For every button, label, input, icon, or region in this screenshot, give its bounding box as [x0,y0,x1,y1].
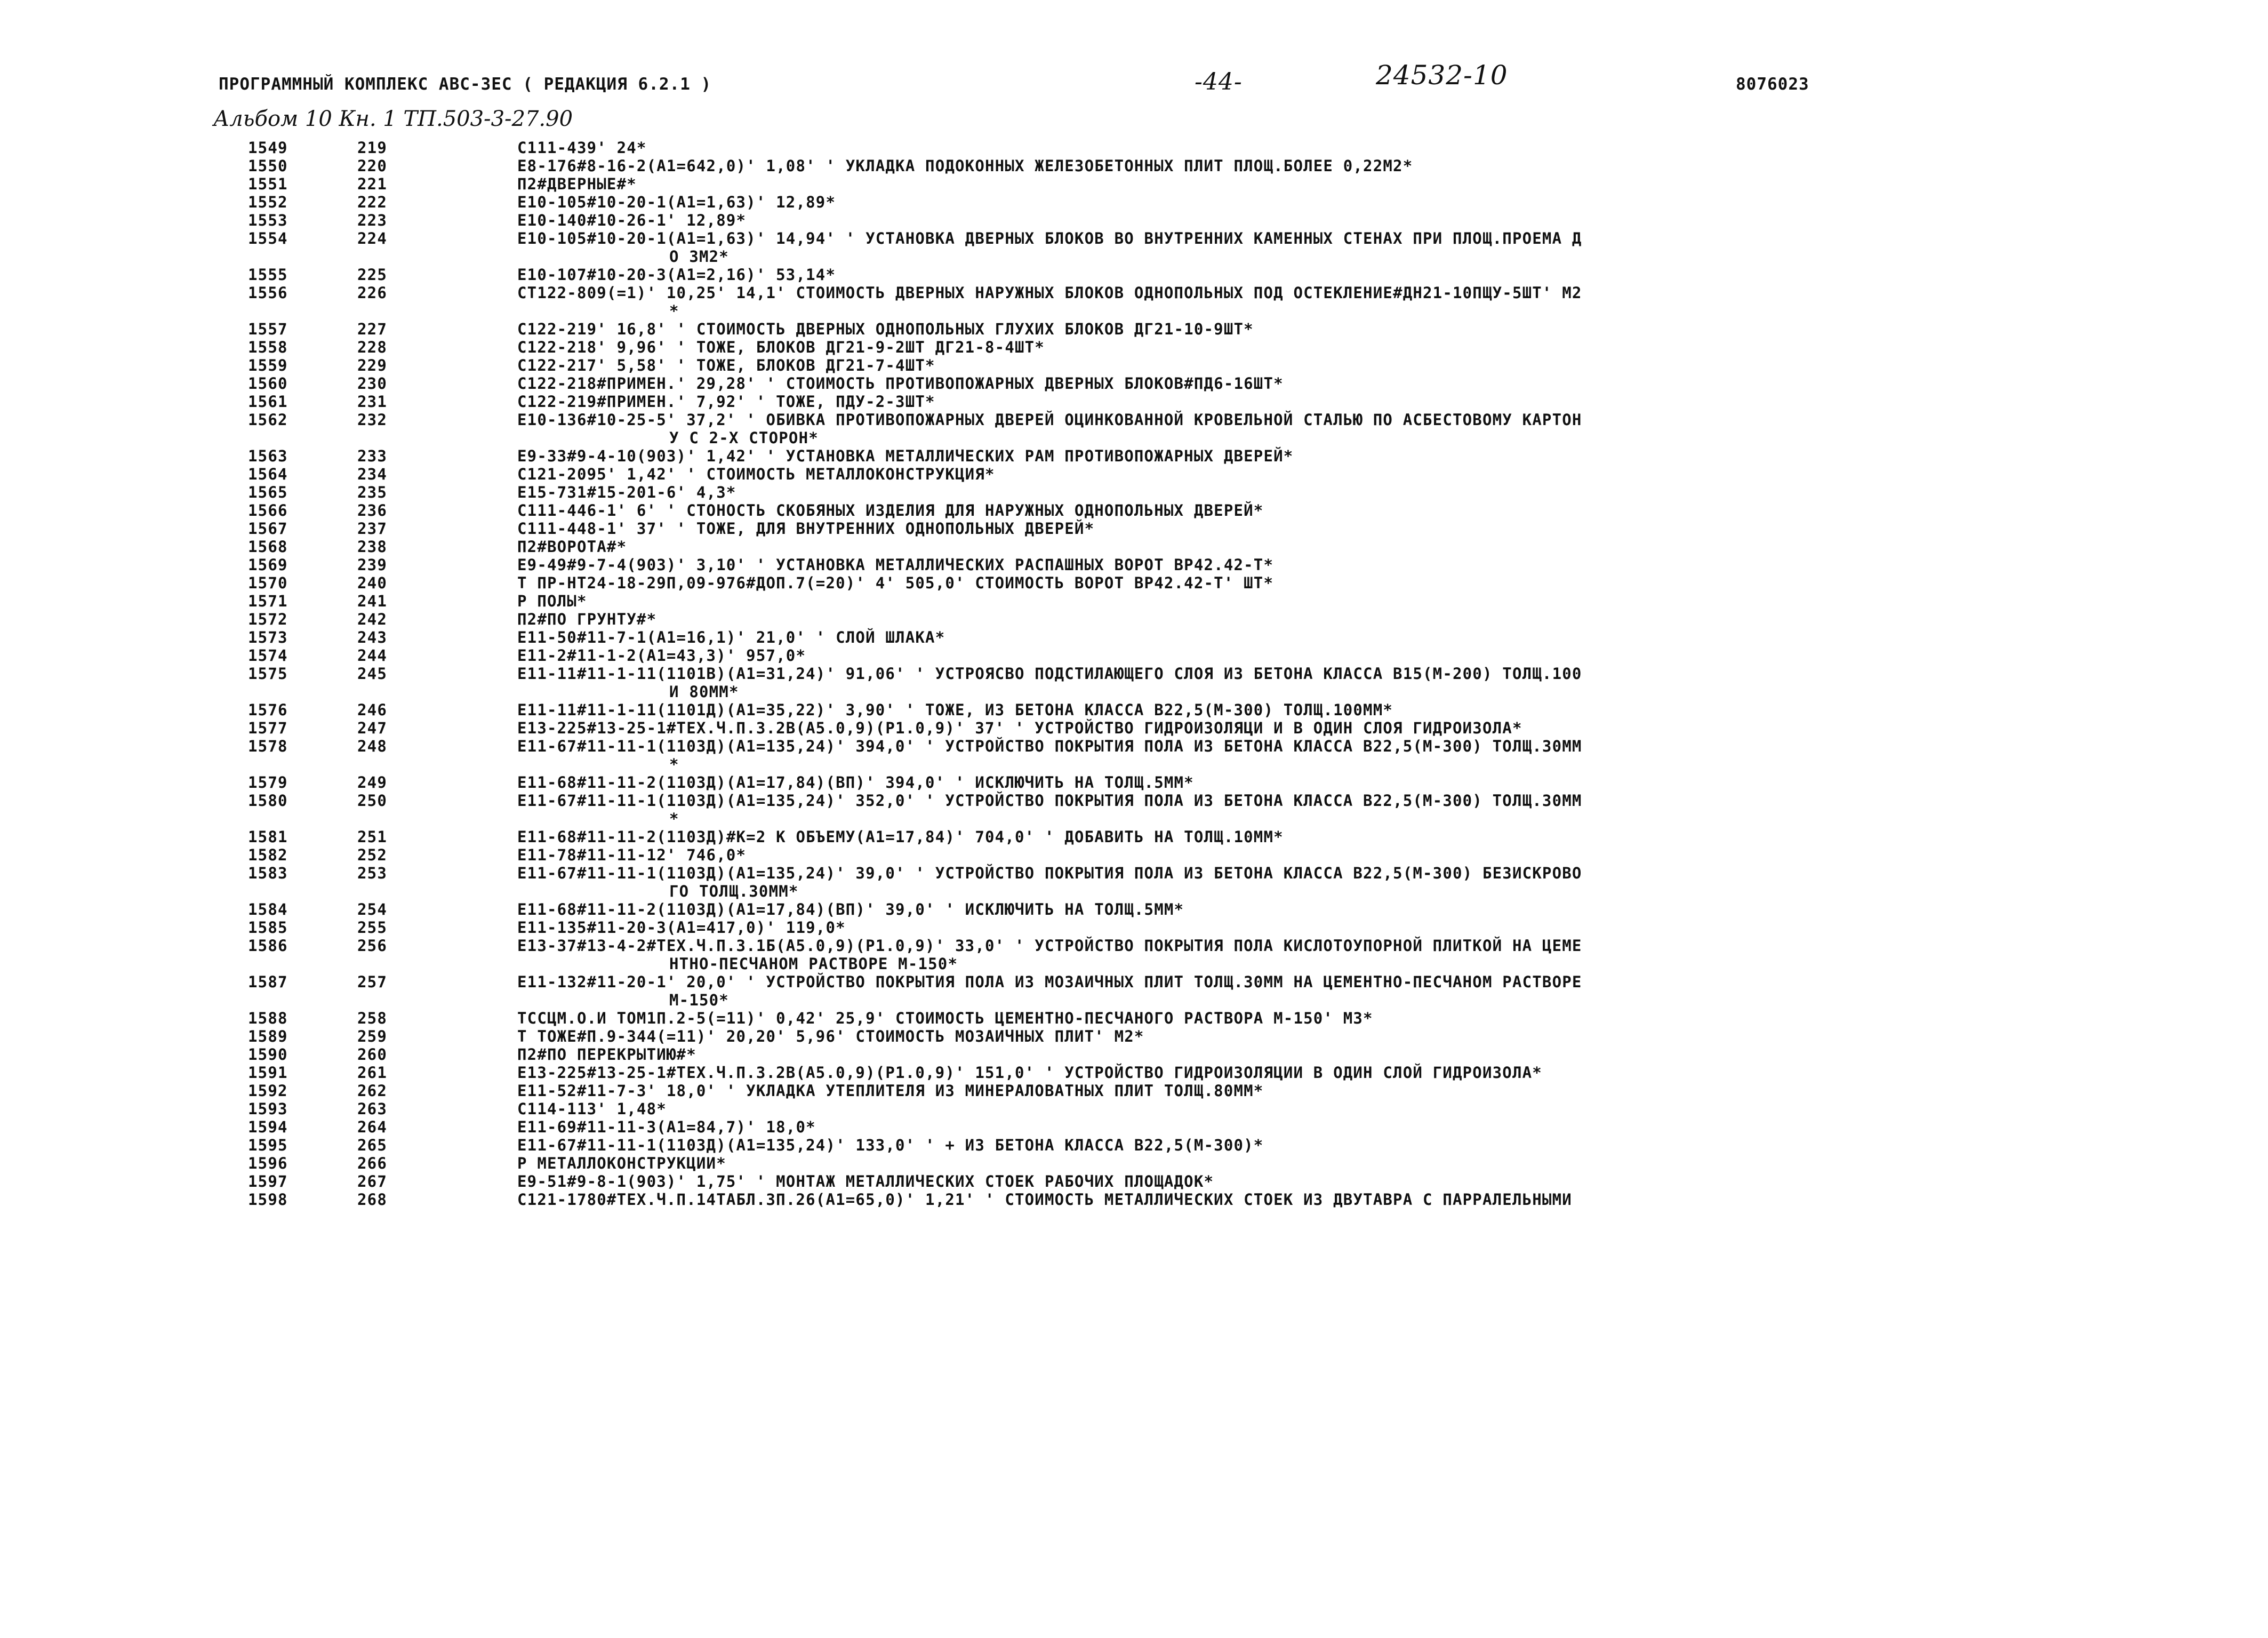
row-sequence-number: 1549 [248,139,288,157]
row-item-number: 247 [357,719,387,737]
row-entry-text: С122-218' 9,96' ' ТОЖЕ, БЛОКОВ ДГ21-9-2ШТ ДГ21-8-4ШТ* [517,338,1045,356]
handwritten-document-number: 24532-10 [1376,60,1508,91]
listing-row [0,937,2268,973]
row-entry-text: СТ122-809(=1)' 10,25' 14,1' СТОИМОСТЬ ДВЕРНЫХ НАРУЖНЫХ БЛОКОВ ОДНОПОЛЬНЫХ ПОД ОСТЕКЛЕНИЕ#ДН21-10ПЩУ-5ШТ' М2 [517,284,1582,302]
row-continuation-text: НТНО-ПЕСЧАНОМ РАСТВОРЕ М-150* [669,955,958,973]
row-item-number: 246 [357,701,387,719]
row-sequence-number: 1559 [248,356,288,374]
row-item-number: 258 [357,1009,387,1027]
row-item-number: 221 [357,175,387,193]
listing-row [0,411,2268,447]
listing-row [0,1100,2268,1118]
row-item-number: 244 [357,646,387,665]
listing-row [0,610,2268,628]
row-sequence-number: 1561 [248,393,288,411]
row-item-number: 231 [357,393,387,411]
listing-row [0,737,2268,773]
row-entry-text: С111-439' 24* [517,139,647,157]
row-sequence-number: 1590 [248,1045,288,1064]
row-continuation-text: У С 2-Х СТОРОН* [669,429,819,447]
row-item-number: 229 [357,356,387,374]
row-entry-text: Е11-78#11-11-12' 746,0* [517,846,747,864]
row-continuation-text: * [669,755,679,773]
row-sequence-number: 1567 [248,520,288,538]
row-item-number: 230 [357,374,387,393]
row-entry-text: Е10-107#10-20-3(А1=2,16)' 53,14* [517,266,836,284]
row-entry-text: П2#ВОРОТА#* [517,538,627,556]
listing-row [0,574,2268,592]
row-entry-text: Е10-136#10-25-5' 37,2' ' ОБИВКА ПРОТИВОПОЖАРНЫХ ДВЕРЕЙ ОЦИНКОВАННОЙ КРОВЕЛЬНОЙ СТАЛЬЮ ПО АСБЕСТОВОМУ КАРТОН [517,411,1582,429]
listing-row [0,538,2268,556]
listing-row [0,719,2268,737]
listing-row [0,266,2268,284]
row-entry-text: Е9-49#9-7-4(903)' 3,10' ' УСТАНОВКА МЕТАЛЛИЧЕСКИХ РАСПАШНЫХ ВОРОТ ВР42.42-Т* [517,556,1274,574]
row-entry-text: Е11-67#11-11-1(1103Д)(А1=135,24)' 39,0' ' УСТРОЙСТВО ПОКРЫТИЯ ПОЛА ИЗ БЕТОНА КЛАССА В22,5(М-300) БЕЗИСКРОВО [517,864,1582,882]
row-item-number: 222 [357,193,387,211]
row-entry-text: Е11-67#11-11-1(1103Д)(А1=135,24)' 394,0' ' УСТРОЙСТВО ПОКРЫТИЯ ПОЛА ИЗ БЕТОНА КЛАССА В22,5(М-300) ТОЛЩ.30ММ [517,737,1582,755]
row-entry-text: С122-219#ПРИМЕН.' 7,92' ' ТОЖЕ, ПДУ-2-3ШТ* [517,393,935,411]
listing-row [0,356,2268,374]
row-item-number: 265 [357,1136,387,1154]
listing-row [0,1027,2268,1045]
row-sequence-number: 1598 [248,1190,288,1209]
listing-row [0,1172,2268,1190]
row-item-number: 263 [357,1100,387,1118]
listing-row [0,211,2268,229]
listing-row [0,701,2268,719]
row-sequence-number: 1588 [248,1009,288,1027]
row-sequence-number: 1591 [248,1064,288,1082]
listing-row [0,773,2268,792]
row-item-number: 242 [357,610,387,628]
row-entry-text: Е11-135#11-20-3(А1=417,0)' 119,0* [517,918,846,937]
listing-row [0,792,2268,828]
row-sequence-number: 1566 [248,501,288,520]
row-entry-text: П2#ПО ГРУНТУ#* [517,610,657,628]
row-sequence-number: 1593 [248,1100,288,1118]
listing-row [0,320,2268,338]
row-item-number: 223 [357,211,387,229]
row-entry-text: Е10-105#10-20-1(А1=1,63)' 14,94' ' УСТАНОВКА ДВЕРНЫХ БЛОКОВ ВО ВНУТРЕННИХ КАМЕННЫХ СТЕНАХ ПРИ ПЛОЩ.ПРОЕМА Д [517,229,1582,247]
row-item-number: 266 [357,1154,387,1172]
row-item-number: 241 [357,592,387,610]
row-item-number: 248 [357,737,387,755]
row-entry-text: Р МЕТАЛЛОКОНСТРУКЦИИ* [517,1154,726,1172]
row-sequence-number: 1565 [248,483,288,501]
listing-row [0,483,2268,501]
listing-row [0,864,2268,900]
row-sequence-number: 1585 [248,918,288,937]
row-sequence-number: 1558 [248,338,288,356]
row-sequence-number: 1597 [248,1172,288,1190]
row-sequence-number: 1589 [248,1027,288,1045]
row-sequence-number: 1575 [248,665,288,683]
row-sequence-number: 1595 [248,1136,288,1154]
row-entry-text: С111-446-1' 6' ' СТОНОСТЬ СКОБЯНЫХ ИЗДЕЛИЯ ДЛЯ НАРУЖНЫХ ОДНОПОЛЬНЫХ ДВЕРЕЙ* [517,501,1264,520]
listing-row [0,284,2268,320]
row-sequence-number: 1573 [248,628,288,646]
row-sequence-number: 1552 [248,193,288,211]
row-item-number: 254 [357,900,387,918]
listing-row [0,501,2268,520]
row-item-number: 232 [357,411,387,429]
row-sequence-number: 1587 [248,973,288,991]
row-entry-text: С121-1780#ТЕХ.Ч.П.14ТАБЛ.3П.26(А1=65,0)' 1,21' ' СТОИМОСТЬ МЕТАЛЛИЧЕСКИХ СТОЕК ИЗ ДВУТАВРА С ПАРРАЛЕЛЬНЫМИ [517,1190,1572,1209]
row-entry-text: Е11-50#11-7-1(А1=16,1)' 21,0' ' СЛОЙ ШЛАКА* [517,628,945,646]
row-entry-text: Е11-68#11-11-2(1103Д)(А1=17,84)(ВП)' 39,0' ' ИСКЛЮЧИТЬ НА ТОЛЩ.5ММ* [517,900,1184,918]
row-item-number: 224 [357,229,387,247]
row-sequence-number: 1586 [248,937,288,955]
row-entry-text: С121-2095' 1,42' ' СТОИМОСТЬ МЕТАЛЛОКОНСТРУКЦИЯ* [517,465,995,483]
listing-row [0,447,2268,465]
row-entry-text: Е8-176#8-16-2(А1=642,0)' 1,08' ' УКЛАДКА ПОДОКОННЫХ ЖЕЛЕЗОБЕТОННЫХ ПЛИТ ПЛОЩ.БОЛЕЕ 0,22М2* [517,157,1413,175]
listing-row [0,973,2268,1009]
row-item-number: 262 [357,1082,387,1100]
row-entry-text: Е11-11#11-1-11(1101Д)(А1=35,22)' 3,90' ' ТОЖЕ, ИЗ БЕТОНА КЛАССА В22,5(М-300) ТОЛЩ.100ММ* [517,701,1393,719]
row-continuation-text: ГО ТОЛЩ.30ММ* [669,882,799,900]
listing-row [0,1154,2268,1172]
row-item-number: 243 [357,628,387,646]
row-item-number: 220 [357,157,387,175]
row-item-number: 238 [357,538,387,556]
row-item-number: 237 [357,520,387,538]
row-entry-text: Е15-731#15-201-6' 4,3* [517,483,736,501]
row-item-number: 257 [357,973,387,991]
row-sequence-number: 1568 [248,538,288,556]
listing-row [0,1082,2268,1100]
listing-row [0,374,2268,393]
listing-row [0,646,2268,665]
row-entry-text: Е11-52#11-7-3' 18,0' ' УКЛАДКА УТЕПЛИТЕЛЯ ИЗ МИНЕРАЛОВАТНЫХ ПЛИТ ТОЛЩ.80ММ* [517,1082,1264,1100]
row-item-number: 256 [357,937,387,955]
row-sequence-number: 1553 [248,211,288,229]
listing-row [0,338,2268,356]
row-item-number: 240 [357,574,387,592]
row-item-number: 261 [357,1064,387,1082]
estimate-listing [0,139,2268,1209]
row-continuation-text: О 3М2* [669,247,729,266]
row-entry-text: С111-448-1' 37' ' ТОЖЕ, ДЛЯ ВНУТРЕННИХ ОДНОПОЛЬНЫХ ДВЕРЕЙ* [517,520,1095,538]
row-sequence-number: 1560 [248,374,288,393]
album-reference: Альбом 10 Кн. 1 ТП.503-3-27.90 [213,107,573,131]
row-item-number: 234 [357,465,387,483]
row-continuation-text: М-150* [669,991,729,1009]
row-item-number: 252 [357,846,387,864]
row-sequence-number: 1594 [248,1118,288,1136]
row-entry-text: С114-113' 1,48* [517,1100,667,1118]
row-sequence-number: 1562 [248,411,288,429]
row-sequence-number: 1571 [248,592,288,610]
row-entry-text: Е9-51#9-8-1(903)' 1,75' ' МОНТАЖ МЕТАЛЛИЧЕСКИХ СТОЕК РАБОЧИХ ПЛОЩАДОК* [517,1172,1214,1190]
listing-row [0,592,2268,610]
program-title: ПРОГРАММНЫЙ КОМПЛЕКС АВС-ЗЕС ( РЕДАКЦИЯ 6.2.1 ) [219,75,712,94]
listing-row [0,139,2268,157]
row-entry-text: Е13-225#13-25-1#ТЕХ.Ч.П.3.2В(А5.0,9)(Р1.0,9)' 37' ' УСТРОЙСТВО ГИДРОИЗОЛЯЦИ И В ОДИН СЛОЯ ГИДРОИЗОЛА* [517,719,1522,737]
row-item-number: 264 [357,1118,387,1136]
row-entry-text: Е11-68#11-11-2(1103Д)(А1=17,84)(ВП)' 394,0' ' ИСКЛЮЧИТЬ НА ТОЛЩ.5ММ* [517,773,1194,792]
listing-row [0,900,2268,918]
listing-row [0,1118,2268,1136]
listing-row [0,1064,2268,1082]
row-item-number: 236 [357,501,387,520]
row-sequence-number: 1551 [248,175,288,193]
row-sequence-number: 1592 [248,1082,288,1100]
row-entry-text: Р ПОЛЫ* [517,592,587,610]
row-entry-text: П2#ПО ПЕРЕКРЫТИЮ#* [517,1045,696,1064]
row-item-number: 259 [357,1027,387,1045]
row-entry-text: С122-217' 5,58' ' ТОЖЕ, БЛОКОВ ДГ21-7-4ШТ* [517,356,935,374]
row-sequence-number: 1550 [248,157,288,175]
listing-row [0,193,2268,211]
row-sequence-number: 1572 [248,610,288,628]
row-sequence-number: 1564 [248,465,288,483]
row-sequence-number: 1577 [248,719,288,737]
row-item-number: 260 [357,1045,387,1064]
listing-row [0,1009,2268,1027]
row-sequence-number: 1583 [248,864,288,882]
row-entry-text: Е11-69#11-11-3(А1=84,7)' 18,0* [517,1118,816,1136]
row-entry-text: Е10-105#10-20-1(А1=1,63)' 12,89* [517,193,836,211]
row-sequence-number: 1563 [248,447,288,465]
row-entry-text: Е13-37#13-4-2#ТЕХ.Ч.П.3.1Б(А5.0,9)(Р1.0,9)' 33,0' ' УСТРОЙСТВО ПОКРЫТИЯ ПОЛА КИСЛОТОУПОРНОЙ ПЛИТКОЙ НА ЦЕМЕ [517,937,1582,955]
row-sequence-number: 1596 [248,1154,288,1172]
listing-row [0,846,2268,864]
row-entry-text: П2#ДВЕРНЫЕ#* [517,175,637,193]
row-item-number: 249 [357,773,387,792]
row-entry-text: С122-218#ПРИМЕН.' 29,28' ' СТОИМОСТЬ ПРОТИВОПОЖАРНЫХ ДВЕРНЫХ БЛОКОВ#ПД6-16ШТ* [517,374,1284,393]
row-entry-text: Е11-2#11-1-2(А1=43,3)' 957,0* [517,646,806,665]
row-sequence-number: 1574 [248,646,288,665]
row-sequence-number: 1578 [248,737,288,755]
row-entry-text: Е11-67#11-11-1(1103Д)(А1=135,24)' 352,0' ' УСТРОЙСТВО ПОКРЫТИЯ ПОЛА ИЗ БЕТОНА КЛАССА В22,5(М-300) ТОЛЩ.30ММ [517,792,1582,810]
row-item-number: 245 [357,665,387,683]
row-item-number: 255 [357,918,387,937]
listing-row [0,393,2268,411]
row-sequence-number: 1584 [248,900,288,918]
listing-row [0,1190,2268,1209]
row-item-number: 250 [357,792,387,810]
row-entry-text: Е10-140#10-26-1' 12,89* [517,211,747,229]
row-sequence-number: 1582 [248,846,288,864]
listing-row [0,229,2268,266]
row-item-number: 225 [357,266,387,284]
listing-row [0,1136,2268,1154]
row-entry-text: Т ПР-НТ24-18-29П,09-976#ДОП.7(=20)' 4' 505,0' СТОИМОСТЬ ВОРОТ ВР42.42-Т' ШТ* [517,574,1274,592]
row-sequence-number: 1579 [248,773,288,792]
row-sequence-number: 1554 [248,229,288,247]
row-sequence-number: 1580 [248,792,288,810]
row-sequence-number: 1576 [248,701,288,719]
listing-row [0,1045,2268,1064]
row-sequence-number: 1556 [248,284,288,302]
row-item-number: 235 [357,483,387,501]
row-item-number: 268 [357,1190,387,1209]
row-sequence-number: 1581 [248,828,288,846]
listing-row [0,918,2268,937]
row-entry-text: С122-219' 16,8' ' СТОИМОСТЬ ДВЕРНЫХ ОДНОПОЛЬНЫХ ГЛУХИХ БЛОКОВ ДГ21-10-9ШТ* [517,320,1254,338]
row-sequence-number: 1557 [248,320,288,338]
row-sequence-number: 1570 [248,574,288,592]
row-item-number: 233 [357,447,387,465]
row-entry-text: Е11-67#11-11-1(1103Д)(А1=135,24)' 133,0' ' + ИЗ БЕТОНА КЛАССА В22,5(М-300)* [517,1136,1264,1154]
listing-row [0,665,2268,701]
row-continuation-text: И 80ММ* [669,683,739,701]
row-item-number: 228 [357,338,387,356]
row-sequence-number: 1555 [248,266,288,284]
row-entry-text: Е9-33#9-4-10(903)' 1,42' ' УСТАНОВКА МЕТАЛЛИЧЕСКИХ РАМ ПРОТИВОПОЖАРНЫХ ДВЕРЕЙ* [517,447,1294,465]
row-continuation-text: * [669,810,679,828]
listing-row [0,175,2268,193]
row-item-number: 253 [357,864,387,882]
row-item-number: 226 [357,284,387,302]
page-number: -44- [1195,68,1243,95]
row-entry-text: ТССЦМ.О.И ТОМ1П.2-5(=11)' 0,42' 25,9' СТОИМОСТЬ ЦЕМЕНТНО-ПЕСЧАНОГО РАСТВОРА М-150' М3* [517,1009,1373,1027]
row-item-number: 227 [357,320,387,338]
row-entry-text: Е11-68#11-11-2(1103Д)#К=2 К ОБЪЕМУ(А1=17,84)' 704,0' ' ДОБАВИТЬ НА ТОЛЩ.10ММ* [517,828,1284,846]
row-item-number: 267 [357,1172,387,1190]
listing-row [0,465,2268,483]
row-continuation-text: * [669,302,679,320]
document-code: 8076023 [1736,75,1809,94]
listing-row [0,628,2268,646]
row-entry-text: Е11-132#11-20-1' 20,0' ' УСТРОЙСТВО ПОКРЫТИЯ ПОЛА ИЗ МОЗАИЧНЫХ ПЛИТ ТОЛЩ.30ММ НА ЦЕМЕНТНО-ПЕСЧАНОМ РАСТВОРЕ [517,973,1582,991]
row-sequence-number: 1569 [248,556,288,574]
listing-row [0,157,2268,175]
listing-row [0,828,2268,846]
listing-row [0,556,2268,574]
row-item-number: 219 [357,139,387,157]
row-entry-text: Е11-11#11-1-11(1101В)(А1=31,24)' 91,06' ' УСТРОЯСВО ПОДСТИЛАЮЩЕГО СЛОЯ ИЗ БЕТОНА КЛАССА В15(М-200) ТОЛЩ.100 [517,665,1582,683]
row-item-number: 239 [357,556,387,574]
row-entry-text: Т ТОЖЕ#П.9-344(=11)' 20,20' 5,96' СТОИМОСТЬ МОЗАИЧНЫХ ПЛИТ' М2* [517,1027,1144,1045]
listing-row [0,520,2268,538]
row-item-number: 251 [357,828,387,846]
row-entry-text: Е13-225#13-25-1#ТЕХ.Ч.П.3.2В(А5.0,9)(Р1.0,9)' 151,0' ' УСТРОЙСТВО ГИДРОИЗОЛЯЦИИ В ОДИН СЛОЙ ГИДРОИЗОЛА* [517,1064,1542,1082]
